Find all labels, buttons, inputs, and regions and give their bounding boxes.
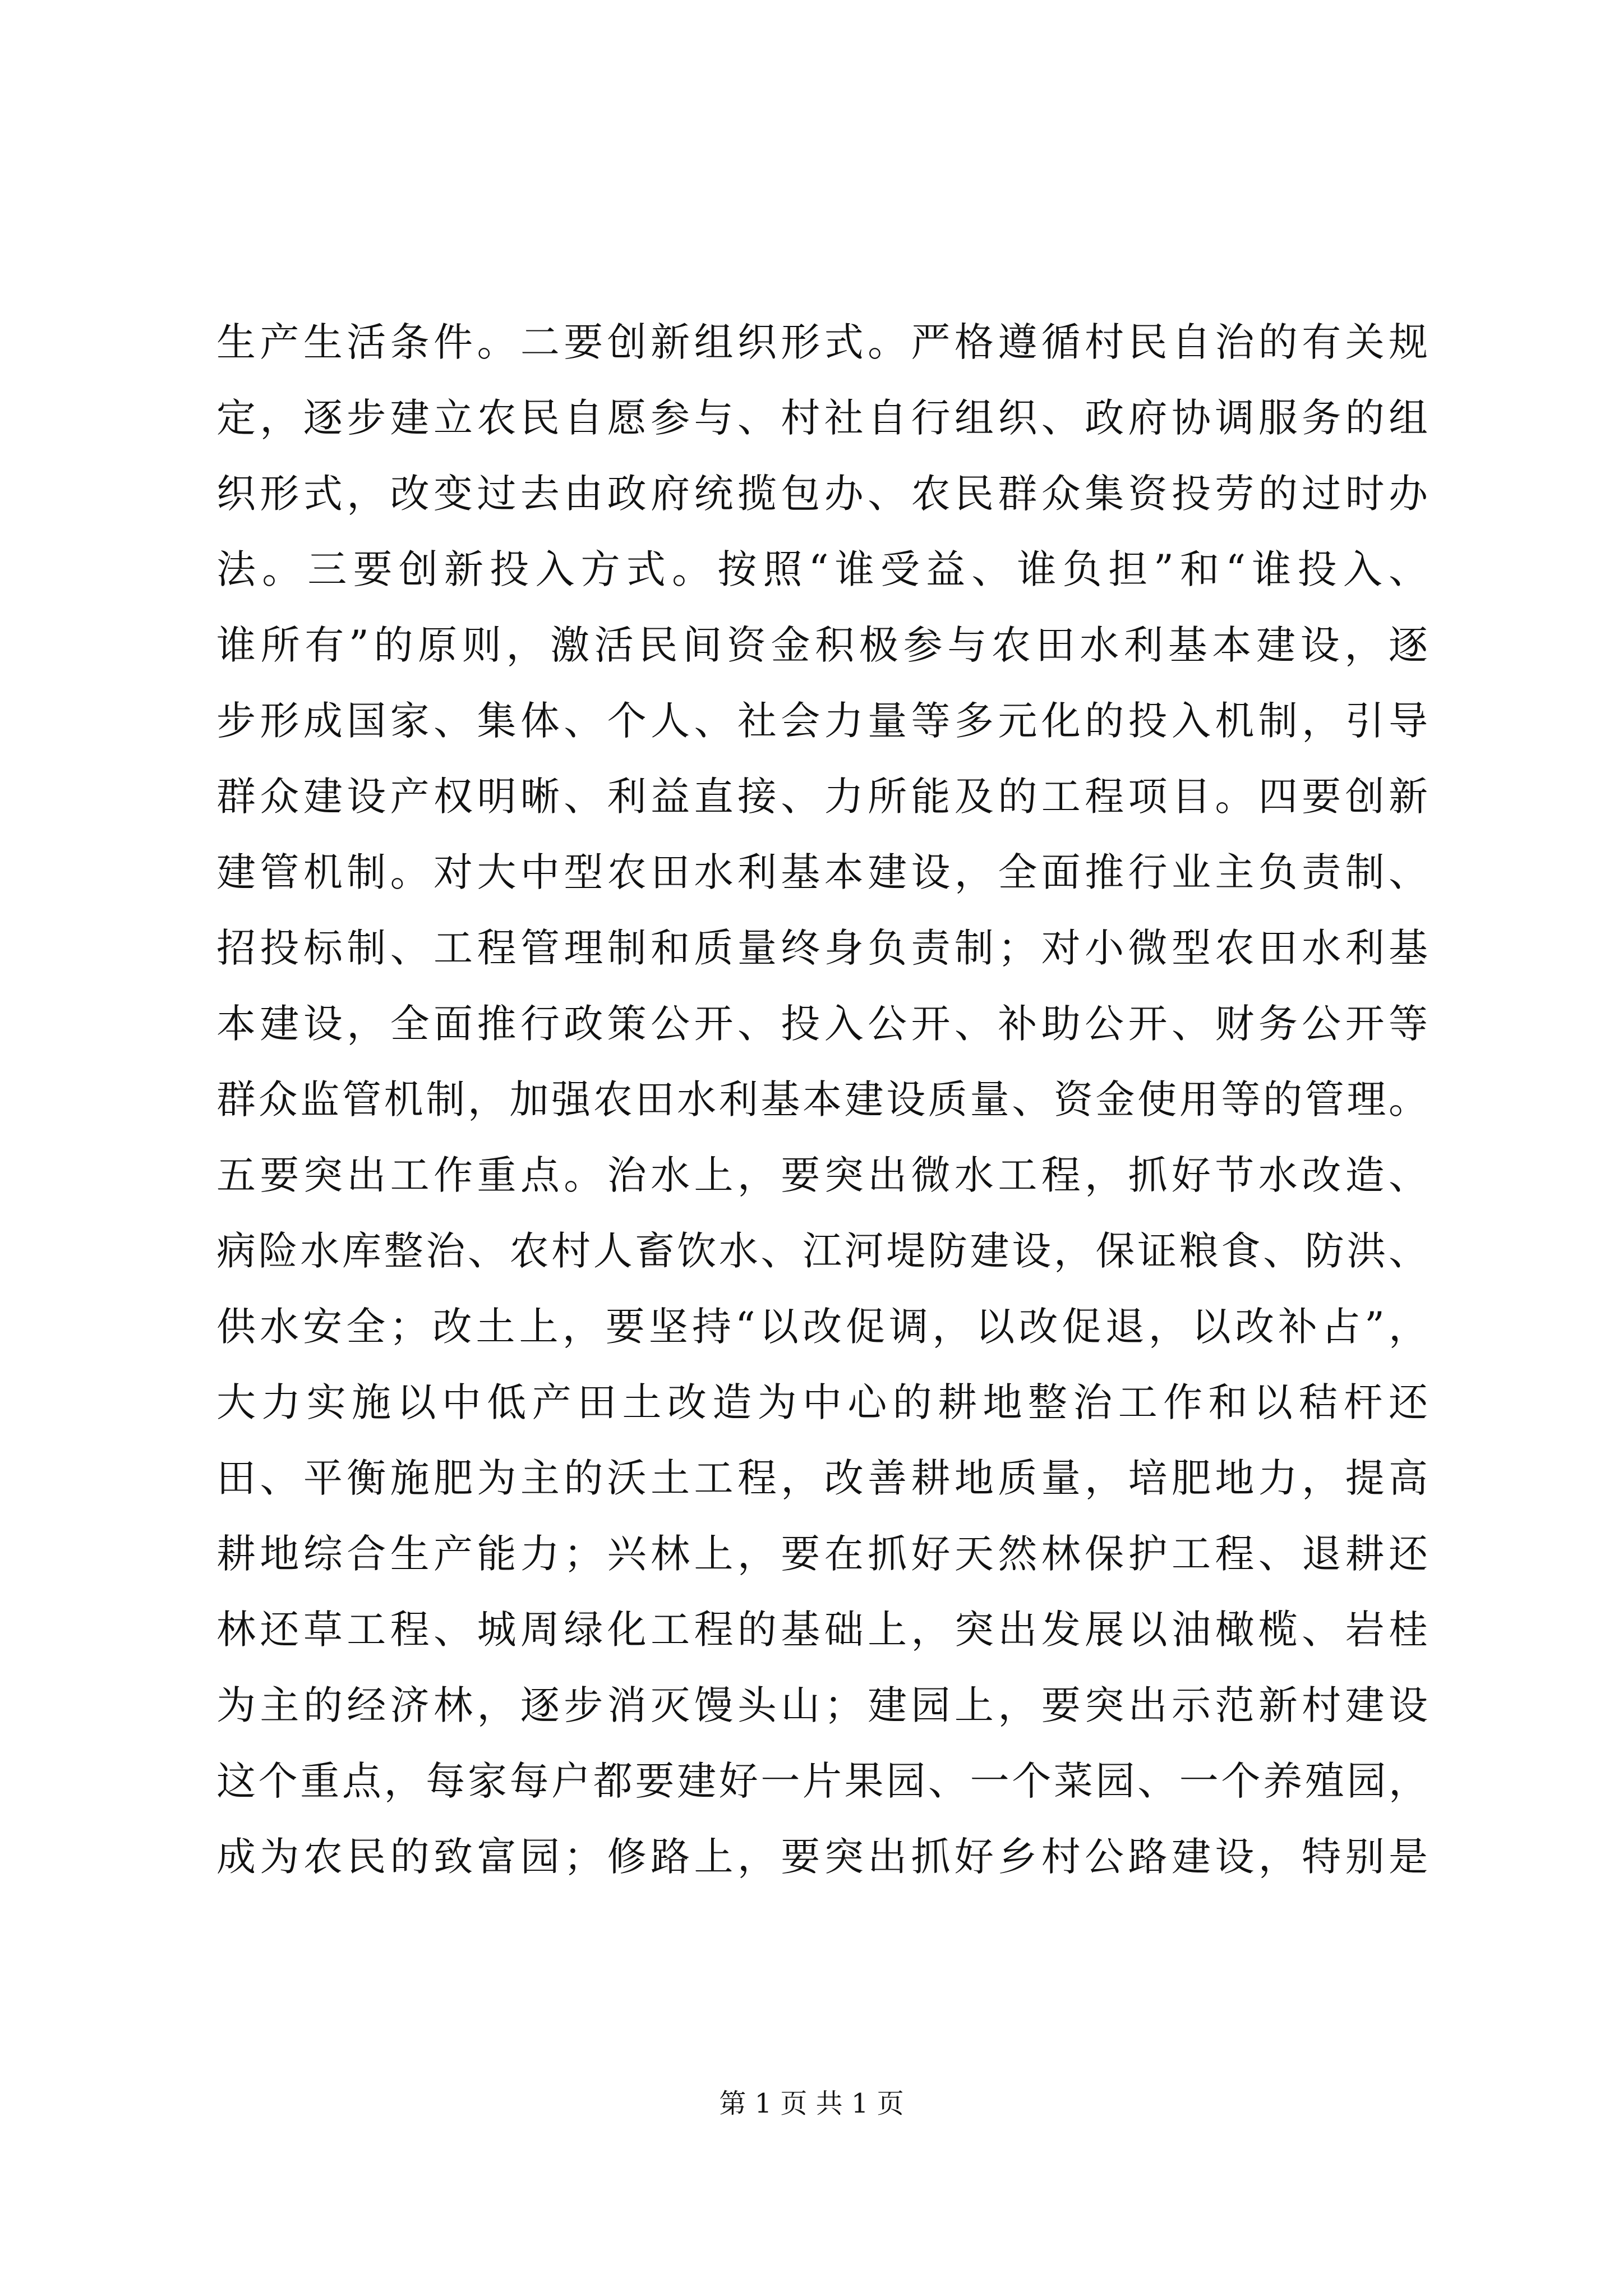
text-line-14: 供水安全；改土上，要坚持“以改促调，以改促退，以改补占”， [216, 1304, 1428, 1350]
text-line-20: 这个重点，每家每户都要建好一片果园、一个菜园、一个养殖园， [216, 1758, 1428, 1804]
text-line-18: 林还草工程、城周绿化工程的基础上，突出发展以油橄榄、岩桂 [216, 1607, 1428, 1653]
text-line-8: 建管机制。对大中型农田水利基本建设，全面推行业主负责制、 [216, 849, 1428, 895]
text-line-12: 五要突出工作重点。治水上，要突出微水工程，抓好节水改造、 [216, 1152, 1428, 1198]
text-line-15: 大力实施以中低产田土改造为中心的耕地整治工作和以秸杆还 [216, 1379, 1428, 1425]
text-line-1: 生产生活条件。二要创新组织形式。严格遵循村民自治的有关规 [216, 319, 1428, 365]
page-number-label: 第 1 页 共 1 页 [719, 2088, 904, 2119]
text-line-13: 病险水库整治、农村人畜饮水、江河堤防建设，保证粮食、防洪、 [216, 1228, 1428, 1274]
text-line-16: 田、平衡施肥为主的沃土工程，改善耕地质量，培肥地力，提高 [216, 1455, 1428, 1501]
text-line-19: 为主的经济林，逐步消灭馒头山；建园上，要突出示范新村建设 [216, 1682, 1428, 1728]
text-line-7: 群众建设产权明晰、利益直接、力所能及的工程项目。四要创新 [216, 774, 1428, 820]
text-line-4: 法。三要创新投入方式。按照“谁受益、谁负担”和“谁投入、 [216, 546, 1428, 592]
text-line-6: 步形成国家、集体、个人、社会力量等多元化的投入机制，引导 [216, 698, 1428, 744]
text-line-11: 群众监管机制，加强农田水利基本建设质量、资金使用等的管理。 [216, 1076, 1428, 1122]
text-line-10: 本建设，全面推行政策公开、投入公开、补助公开、财务公开等 [216, 1001, 1428, 1047]
text-line-17: 耕地综合生产能力；兴林上，要在抓好天然林保护工程、退耕还 [216, 1531, 1428, 1577]
body-text [216, 305, 1428, 1895]
text-line-5: 谁所有”的原则，激活民间资金积极参与农田水利基本建设，逐 [216, 622, 1428, 668]
text-line-9: 招投标制、工程管理制和质量终身负责制；对小微型农田水利基 [216, 925, 1428, 971]
text-line-2: 定，逐步建立农民自愿参与、村社自行组织、政府协调服务的组 [216, 395, 1428, 441]
text-line-3: 织形式，改变过去由政府统揽包办、农民群众集资投劳的过时办 [216, 471, 1428, 517]
page-footer [0, 2087, 1623, 2120]
text-line-21: 成为农民的致富园；修路上，要突出抓好乡村公路建设，特别是 [216, 1834, 1428, 1880]
